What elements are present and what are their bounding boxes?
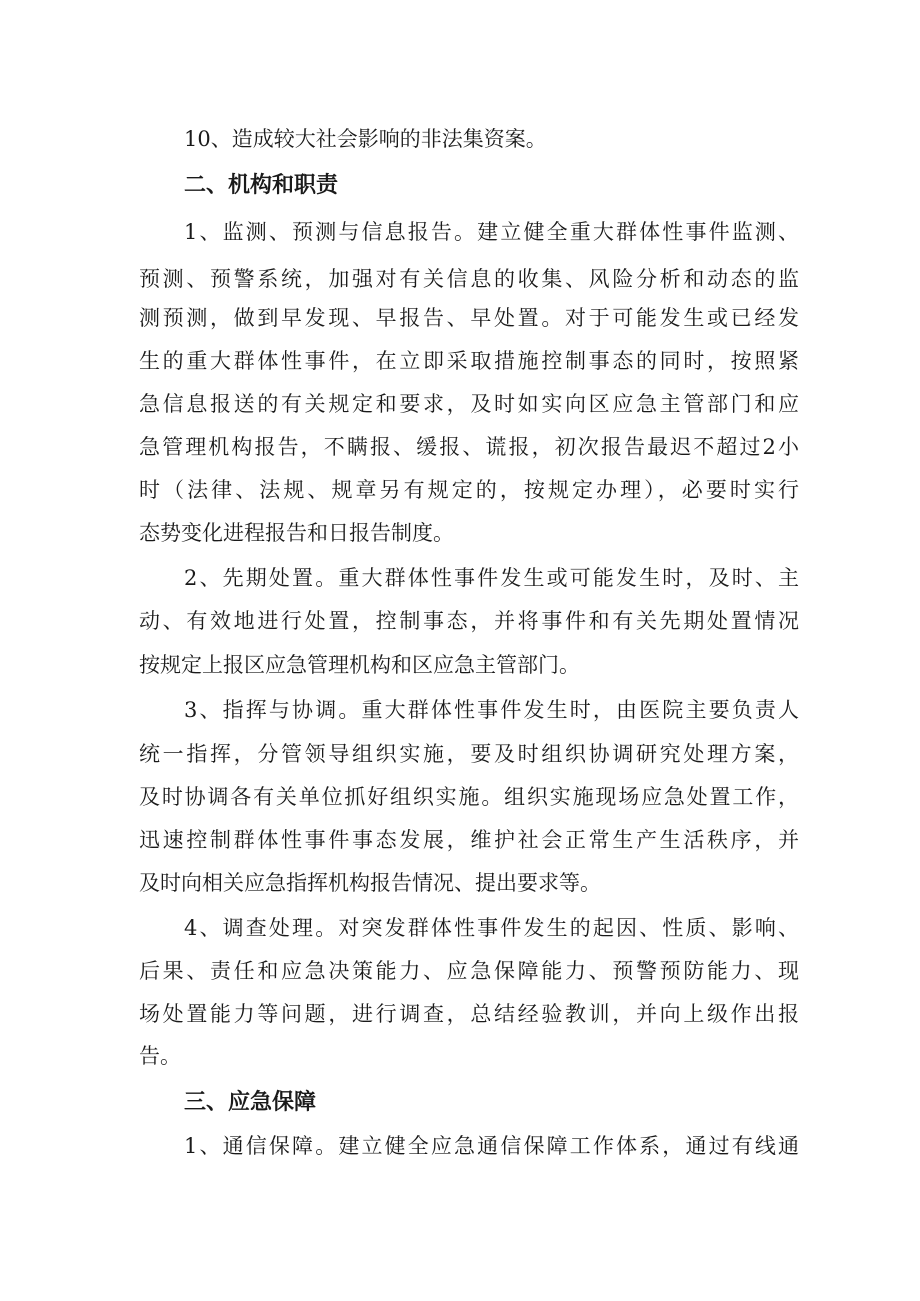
paragraph-line: 统一指挥，分管领导组织实施，要及时组织协调研究处理方案， <box>139 742 799 766</box>
paragraph-line: 10、造成较大社会影响的非法集资案。 <box>184 127 547 151</box>
paragraph-line: 及时向相关应急指挥机构报告情况、提出要求等。 <box>139 871 601 895</box>
paragraph-line: 动、有效地进行处置，控制事态，并将事件和有关先期处置情况 <box>139 609 799 633</box>
paragraph-line: 生的重大群体性事件，在立即采取措施控制事态的同时，按照紧 <box>139 349 799 373</box>
paragraph-line: 场处置能力等问题，进行调查，总结经验教训，并向上级作出报 <box>139 1002 799 1026</box>
paragraph-line: 2、先期处置。重大群体性事件发生或可能发生时，及时、主 <box>184 566 799 590</box>
paragraph-line: 测预测，做到早发现、早报告、早处置。对于可能发生或已经发 <box>139 306 799 330</box>
paragraph-line: 态势变化进程报告和日报告制度。 <box>139 521 454 545</box>
paragraph-line: 1、通信保障。建立健全应急通信保障工作体系，通过有线通 <box>184 1134 799 1158</box>
paragraph-line: 1、监测、预测与信息报告。建立健全重大群体性事件监测、 <box>184 220 799 244</box>
paragraph-line: 及时协调各有关单位抓好组织实施。组织实施现场应急处置工作， <box>139 785 799 809</box>
paragraph-line: 急信息报送的有关规定和要求，及时如实向区应急主管部门和应 <box>139 392 799 416</box>
paragraph-line: 告。 <box>139 1044 181 1068</box>
paragraph-line: 按规定上报区应急管理机构和区应急主管部门。 <box>139 653 580 677</box>
paragraph-line: 4、调查处理。对突发群体性事件发生的起因、性质、影响、 <box>184 916 799 940</box>
paragraph-line: 急管理机构报告，不瞒报、缓报、谎报，初次报告最迟不超过2小 <box>139 435 799 459</box>
paragraph-line: 时（法律、法规、规章另有规定的，按规定办理），必要时实行 <box>139 478 799 502</box>
paragraph-line: 3、指挥与协调。重大群体性事件发生时，由医院主要负责人 <box>184 698 799 722</box>
section-heading-3: 三、应急保障 <box>184 1090 317 1115</box>
paragraph-line: 后果、责任和应急决策能力、应急保障能力、预警预防能力、现 <box>139 959 799 983</box>
paragraph-line: 迅速控制群体性事件事态发展，维护社会正常生产生活秩序，并 <box>139 828 799 852</box>
paragraph-line: 预测、预警系统，加强对有关信息的收集、风险分析和动态的监 <box>139 267 799 291</box>
section-heading-2: 二、机构和职责 <box>184 173 339 198</box>
